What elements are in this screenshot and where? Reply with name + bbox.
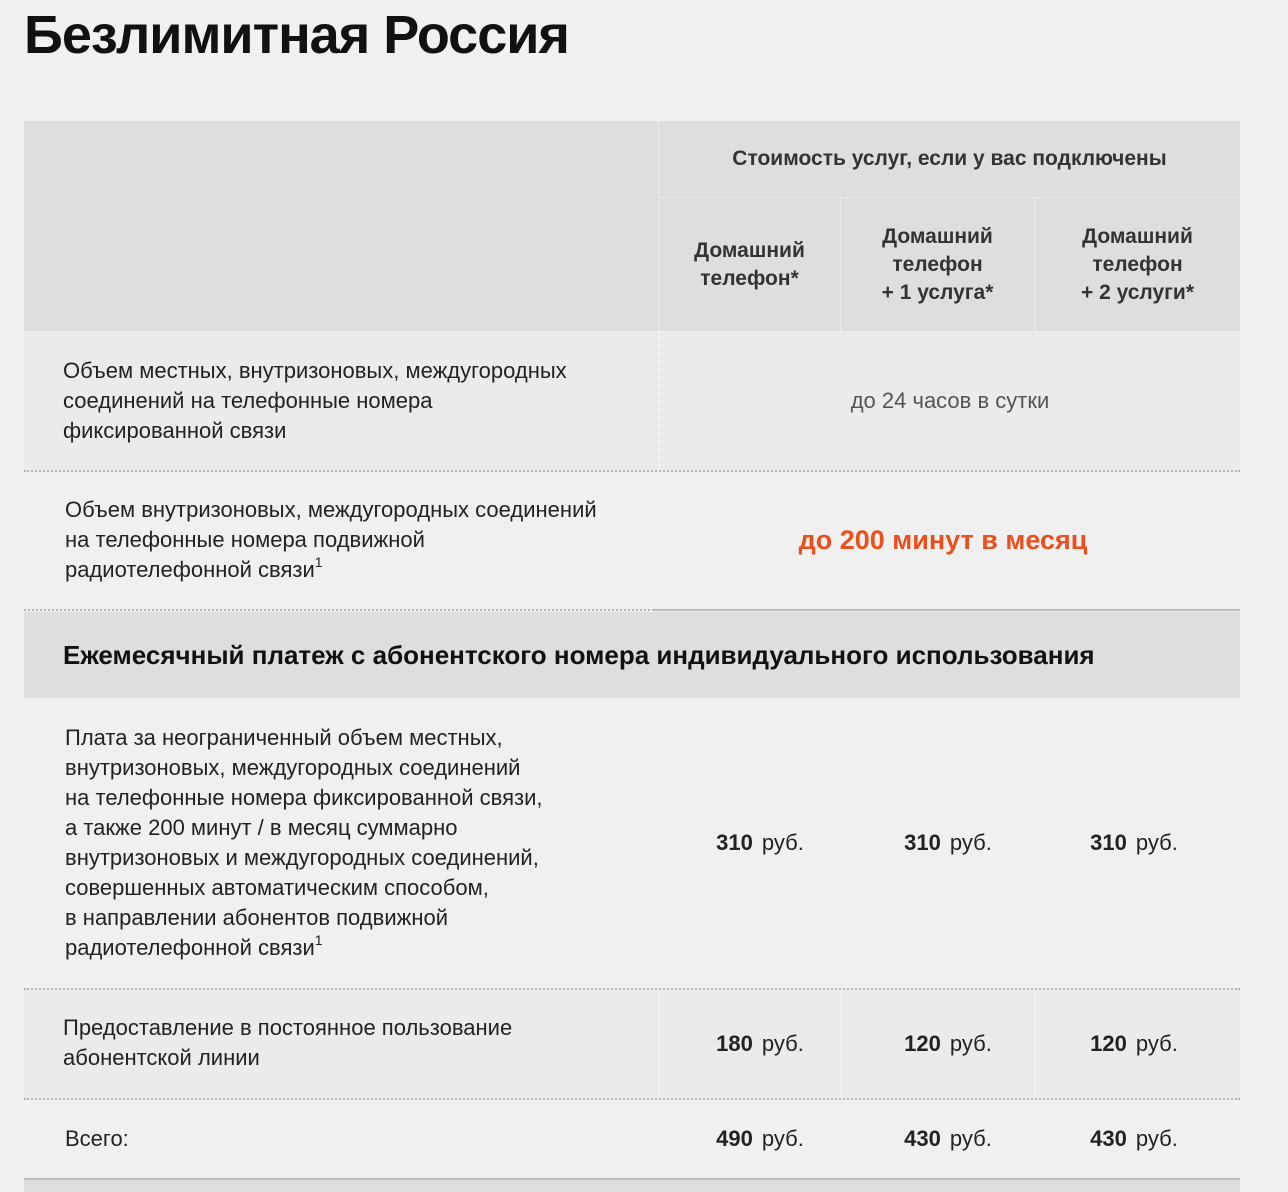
price-value: 430 xyxy=(904,1126,941,1151)
price-cell xyxy=(1034,990,1234,1098)
price-value: 120 xyxy=(904,1031,941,1056)
row-label-total: Всего: xyxy=(65,1126,129,1151)
row-label-fixed-volume xyxy=(63,356,653,446)
currency: руб. xyxy=(949,1126,992,1151)
price-cell xyxy=(660,1100,860,1178)
price-value: 490 xyxy=(716,1126,753,1151)
page-title: Безлимитная Россия xyxy=(24,5,569,65)
fixed-volume-value: до 24 часов в сутки xyxy=(850,387,1050,413)
footnote-mark: 1 xyxy=(314,932,323,948)
currency: руб. xyxy=(761,1031,804,1056)
label-line: в направлении абонентов подвижной xyxy=(65,905,449,930)
label-line: на телефонные номера подвижной xyxy=(65,527,425,552)
price-cell xyxy=(848,1100,1048,1178)
price-cell xyxy=(848,990,1048,1098)
label-line: Плата за неограниченный объем местных, xyxy=(65,725,503,750)
header-col-line: + 2 услуги* xyxy=(1080,280,1195,304)
row-separator xyxy=(654,609,1240,611)
mobile-volume-value: до 200 минут в месяц xyxy=(798,525,1088,555)
header-col-line: Домашний xyxy=(1082,224,1193,248)
header-col-line: телефон xyxy=(1092,252,1183,276)
table-row xyxy=(24,698,1240,988)
price-cell xyxy=(1034,1100,1234,1178)
label-line: фиксированной связи xyxy=(63,418,287,443)
label-line: внутризоновых и междугородных соединений, xyxy=(65,845,539,870)
row-label-fee xyxy=(65,723,655,963)
label-line: радиотелефонной связи xyxy=(65,557,315,582)
header-empty-cell xyxy=(24,121,658,331)
label-line: Объем местных, внутризоновых, междугородных xyxy=(63,358,567,383)
price-value: 430 xyxy=(1090,1126,1127,1151)
currency: руб. xyxy=(949,1031,992,1056)
label-line: совершенных автоматическим способом, xyxy=(65,875,489,900)
price-cell xyxy=(848,698,1048,988)
header-cost-label: Стоимость услуг, если у вас подключены xyxy=(732,147,1167,170)
table-row xyxy=(24,990,1240,1098)
table-row xyxy=(24,331,1240,470)
label-line: а также 200 минут / в месяц суммарно xyxy=(65,815,458,840)
header-col-home-phone xyxy=(659,198,840,331)
label-line: абонентской линии xyxy=(63,1045,260,1070)
table-header xyxy=(24,121,1240,331)
row-label-mobile-volume xyxy=(65,495,665,585)
price-value: 180 xyxy=(716,1031,753,1056)
header-col-home-phone-plus-1 xyxy=(841,198,1034,331)
price-value: 310 xyxy=(1090,830,1127,855)
price-value: 310 xyxy=(904,830,941,855)
header-col-line: + 1 услуга* xyxy=(881,280,994,304)
label-line: соединений на телефонные номера xyxy=(63,388,433,413)
currency: руб. xyxy=(1135,1031,1178,1056)
currency: руб. xyxy=(761,1126,804,1151)
row-separator xyxy=(24,609,654,611)
label-line: внутризоновых, междугородных соединений xyxy=(65,755,521,780)
currency: руб. xyxy=(1135,830,1178,855)
label-line: Объем внутризоновых, междугородных соединений xyxy=(65,497,597,522)
table-row xyxy=(24,472,1240,609)
section-header xyxy=(24,612,1240,698)
currency: руб. xyxy=(1135,1126,1178,1151)
price-cell xyxy=(660,698,860,988)
label-line: на телефонные номера фиксированной связи, xyxy=(65,785,543,810)
price-cell xyxy=(1034,698,1234,988)
header-col-line: телефон xyxy=(892,252,983,276)
currency: руб. xyxy=(949,830,992,855)
section-title: Ежемесячный платеж с абонентского номера индивидуального использования xyxy=(63,639,1095,670)
footnote-mark: 1 xyxy=(314,554,323,570)
price-cell xyxy=(660,990,860,1098)
header-col-home-phone-plus-2 xyxy=(1035,198,1240,331)
price-value: 120 xyxy=(1090,1031,1127,1056)
table-row xyxy=(24,1100,1240,1178)
row-label-line xyxy=(63,1013,653,1073)
header-col-line: телефон* xyxy=(700,266,799,290)
price-value: 310 xyxy=(716,830,753,855)
header-col-line: Домашний xyxy=(694,238,805,262)
header-col-line: Домашний xyxy=(882,224,993,248)
next-row-edge xyxy=(24,1180,1240,1192)
currency: руб. xyxy=(761,830,804,855)
label-line: радиотелефонной связи xyxy=(65,935,315,960)
label-line: Предоставление в постоянное пользование xyxy=(63,1015,513,1040)
